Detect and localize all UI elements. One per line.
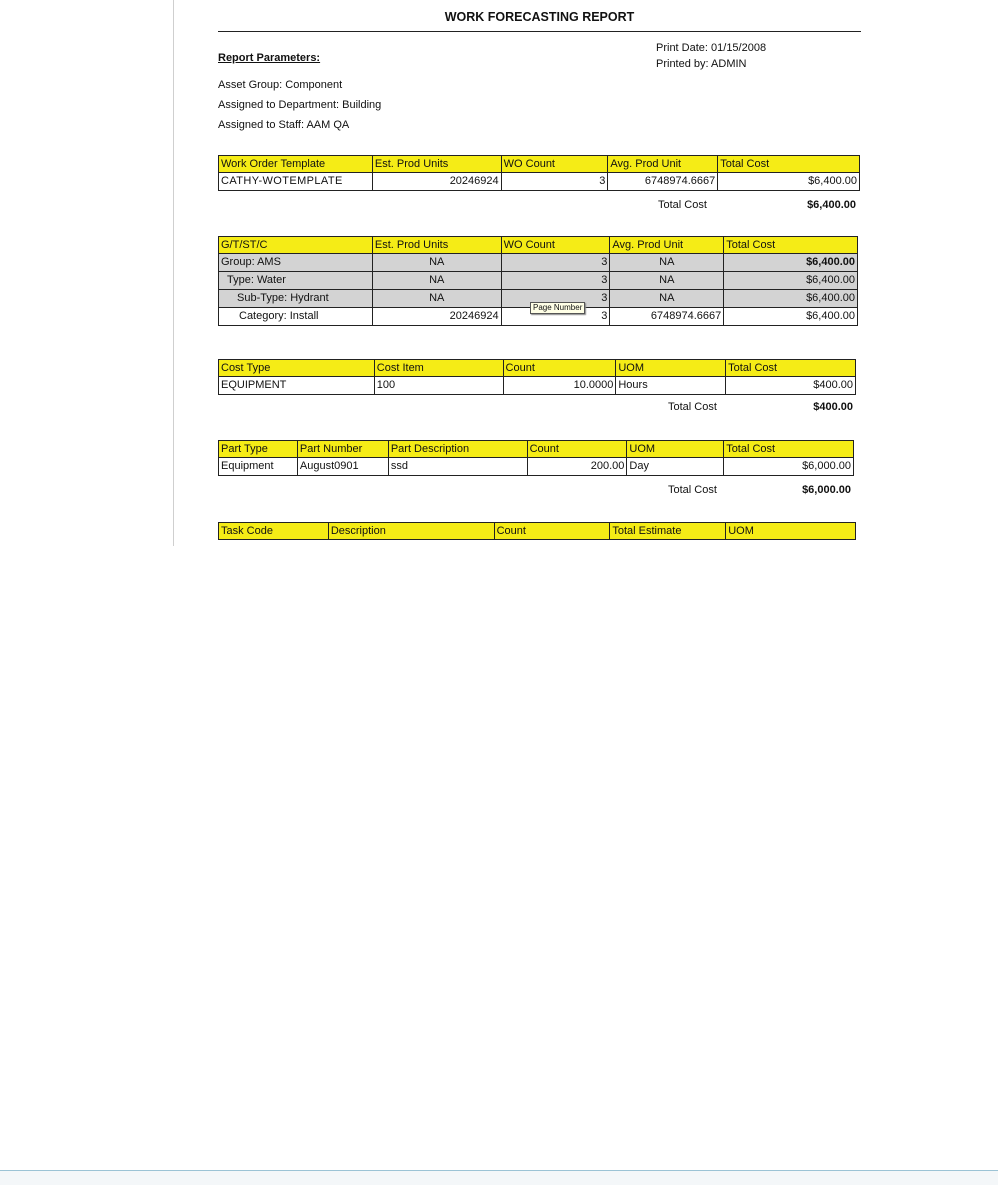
total-label: Total Cost — [668, 401, 717, 413]
column-header: Avg. Prod Unit — [610, 237, 724, 254]
table-cell: EQUIPMENT — [219, 377, 375, 395]
column-header: Est. Prod Units — [372, 156, 501, 173]
table-cell: NA — [610, 272, 724, 290]
table-cell: $6,400.00 — [724, 290, 858, 308]
table-cell: $400.00 — [726, 377, 856, 395]
table-cell: 3 — [501, 290, 610, 308]
report-parameters-heading: Report Parameters: — [218, 52, 321, 64]
column-header: Part Type — [219, 441, 298, 458]
column-header: Cost Item — [374, 360, 503, 377]
table-cell: 20246924 — [372, 173, 501, 191]
table-cell: NA — [372, 254, 501, 272]
table-cell: $6,400.00 — [718, 173, 860, 191]
cost-table — [218, 359, 856, 395]
table-row — [219, 272, 858, 290]
table-header-row — [219, 360, 856, 377]
column-header: G/T/ST/C — [219, 237, 373, 254]
table-row — [219, 173, 860, 191]
asset-group-param: Asset Group: Component — [218, 79, 343, 91]
column-header: UOM — [627, 441, 724, 458]
column-header: Cost Type — [219, 360, 375, 377]
column-header: Count — [503, 360, 616, 377]
table-header-row — [219, 156, 860, 173]
table-row — [219, 377, 856, 395]
table-cell: Type: Water — [219, 272, 373, 290]
table-cell: CATHY-WOTEMPLATE — [219, 173, 373, 191]
printed-by: Printed by: ADMIN — [656, 58, 747, 70]
table-cell: 3 — [501, 308, 610, 326]
table-row — [219, 458, 854, 476]
table-cell: Category: Install — [219, 308, 373, 326]
department-param: Assigned to Department: Building — [218, 99, 382, 111]
column-header: Description — [328, 523, 494, 540]
table-cell: NA — [372, 290, 501, 308]
column-header: Count — [527, 441, 627, 458]
table-cell: NA — [372, 272, 501, 290]
column-header: Total Estimate — [610, 523, 726, 540]
table-cell: 3 — [501, 272, 610, 290]
column-header: Total Cost — [724, 237, 858, 254]
table-cell: NA — [610, 290, 724, 308]
table-header-row — [219, 237, 858, 254]
table-cell: 200.00 — [527, 458, 627, 476]
work-order-template-table — [218, 155, 860, 191]
report-title: WORK FORECASTING REPORT — [218, 9, 861, 32]
table-cell: 100 — [374, 377, 503, 395]
table-cell: $6,400.00 — [724, 254, 858, 272]
tasks-table — [218, 522, 856, 540]
total-value: $6,000.00 — [802, 484, 851, 496]
column-header: Count — [494, 523, 610, 540]
table-cell: 6748974.6667 — [608, 173, 718, 191]
parts-table — [218, 440, 854, 476]
total-label: Total Cost — [668, 484, 717, 496]
column-header: Work Order Template — [219, 156, 373, 173]
column-header: Total Cost — [718, 156, 860, 173]
total-value: $6,400.00 — [807, 199, 856, 211]
page-number-tooltip: Page Number — [530, 302, 585, 314]
table-cell: $6,400.00 — [724, 272, 858, 290]
table-cell: Equipment — [219, 458, 298, 476]
table-header-row — [219, 523, 856, 540]
column-header: Avg. Prod Unit — [608, 156, 718, 173]
column-header: WO Count — [501, 237, 610, 254]
table-cell: 3 — [501, 254, 610, 272]
table-cell: 3 — [501, 173, 608, 191]
table-cell: Day — [627, 458, 724, 476]
table-cell: 20246924 — [372, 308, 501, 326]
column-header: Est. Prod Units — [372, 237, 501, 254]
column-header: UOM — [726, 523, 856, 540]
total-value: $400.00 — [813, 401, 853, 413]
column-header: Task Code — [219, 523, 329, 540]
table-row — [219, 254, 858, 272]
bottom-divider — [0, 1170, 998, 1185]
total-label: Total Cost — [658, 199, 707, 211]
table-cell: Sub-Type: Hydrant — [219, 290, 373, 308]
table-cell: ssd — [388, 458, 527, 476]
print-date: Print Date: 01/15/2008 — [656, 42, 767, 54]
table-cell: Group: AMS — [219, 254, 373, 272]
column-header: Part Number — [297, 441, 388, 458]
column-header: Part Description — [388, 441, 527, 458]
table-cell: NA — [610, 254, 724, 272]
column-header: Total Cost — [724, 441, 854, 458]
table-cell: 10.0000 — [503, 377, 616, 395]
table-cell: August0901 — [297, 458, 388, 476]
column-header: WO Count — [501, 156, 608, 173]
table-cell: Hours — [616, 377, 726, 395]
table-cell: $6,000.00 — [724, 458, 854, 476]
column-header: UOM — [616, 360, 726, 377]
table-header-row — [219, 441, 854, 458]
column-header: Total Cost — [726, 360, 856, 377]
page-left-border — [173, 0, 174, 546]
staff-param: Assigned to Staff: AAM QA — [218, 119, 350, 131]
table-cell: $6,400.00 — [724, 308, 858, 326]
table-cell: 6748974.6667 — [610, 308, 724, 326]
